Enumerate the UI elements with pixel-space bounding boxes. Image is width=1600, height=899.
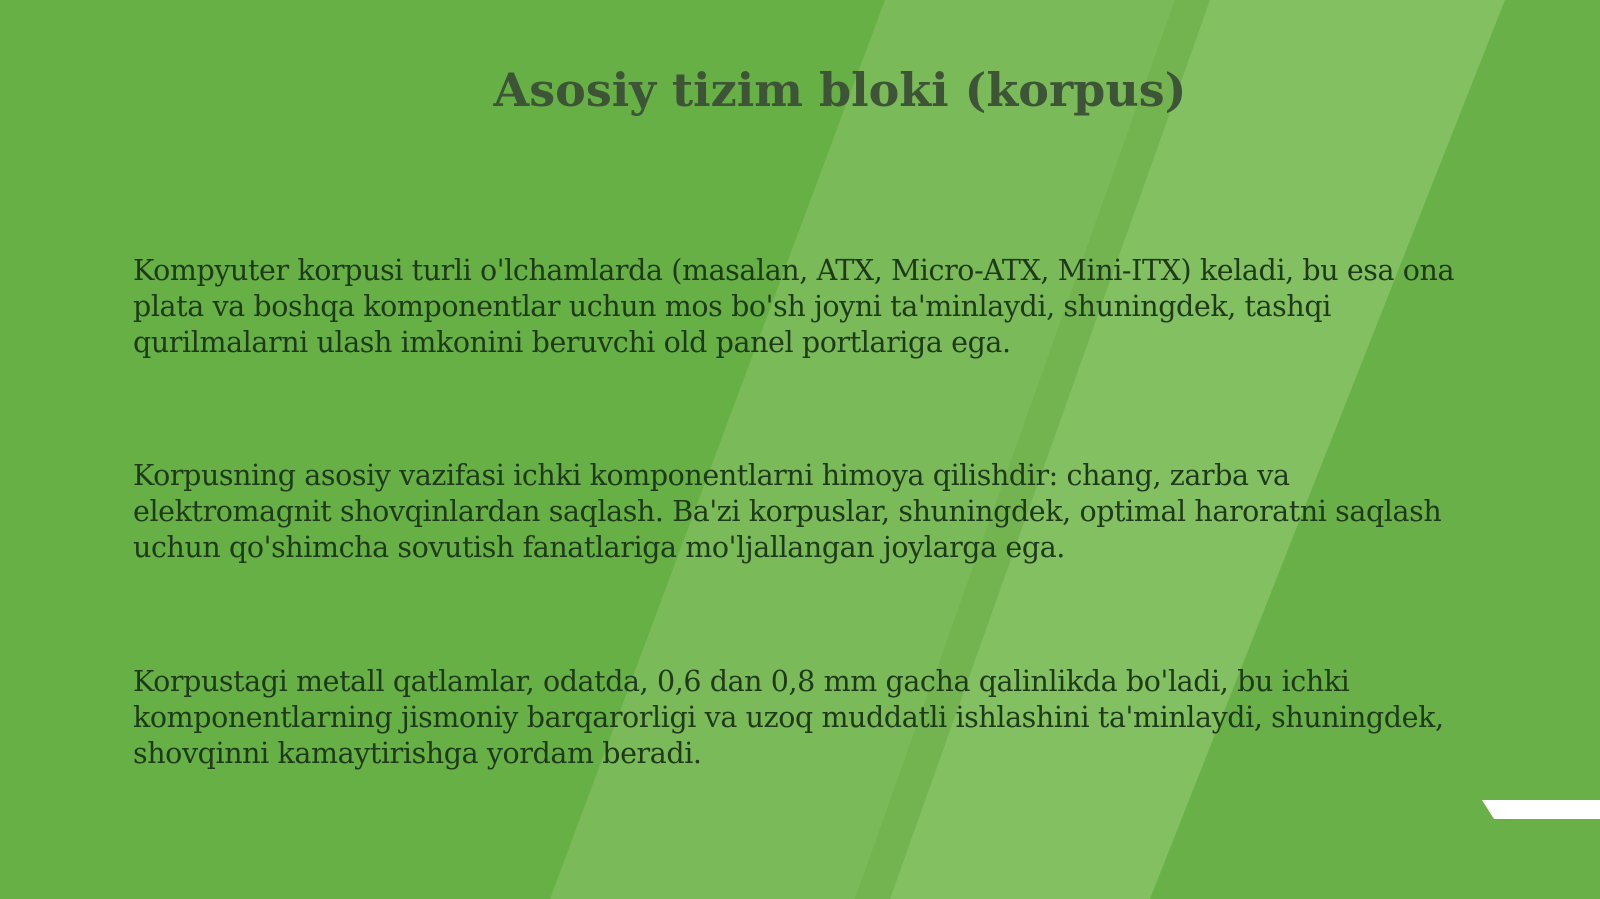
accent-tab-shape bbox=[1482, 800, 1600, 819]
paragraph-line: elektromagnit shovqinlardan saqlash. Ba'zi korpuslar, shuningdek, optimal haroratni saqlash bbox=[133, 495, 1442, 528]
paragraph-line: uchun qo'shimcha sovutish fanatlariga mo'ljallangan joylarga ega. bbox=[133, 531, 1065, 564]
paragraph-line: Kompyuter korpusi turli o'lchamlarda (masalan, ATX, Micro-ATX, Mini-ITX) keladi, bu esa ona bbox=[133, 254, 1455, 287]
paragraph-case-sizes bbox=[133, 253, 1493, 361]
paragraph-line: komponentlarning jismoniy barqarorligi va uzoq muddatli ishlashini ta'minlaydi, shuningdek, bbox=[133, 701, 1444, 734]
paragraph-line: Korpusning asosiy vazifasi ichki komponentlarni himoya qilishdir: chang, zarba va bbox=[133, 459, 1290, 492]
paragraph-line: shovqinni kamaytirishga yordam beradi. bbox=[133, 737, 702, 770]
paragraph-line: qurilmalarni ulash imkonini beruvchi old panel portlariga ega. bbox=[133, 326, 1011, 359]
paragraph-line: Korpustagi metall qatlamlar, odatda, 0,6 dan 0,8 mm gacha qalinlikda bo'ladi, bu ichki bbox=[133, 665, 1350, 698]
paragraph-metal-layers bbox=[133, 664, 1493, 772]
slide-title: Asosiy tizim bloki (korpus) bbox=[493, 63, 1187, 117]
accent-tab bbox=[1482, 800, 1600, 819]
paragraph-line: plata va boshqa komponentlar uchun mos bo'sh joyni ta'minlaydi, shuningdek, tashqi bbox=[133, 290, 1331, 323]
paragraph-case-function bbox=[133, 458, 1493, 566]
